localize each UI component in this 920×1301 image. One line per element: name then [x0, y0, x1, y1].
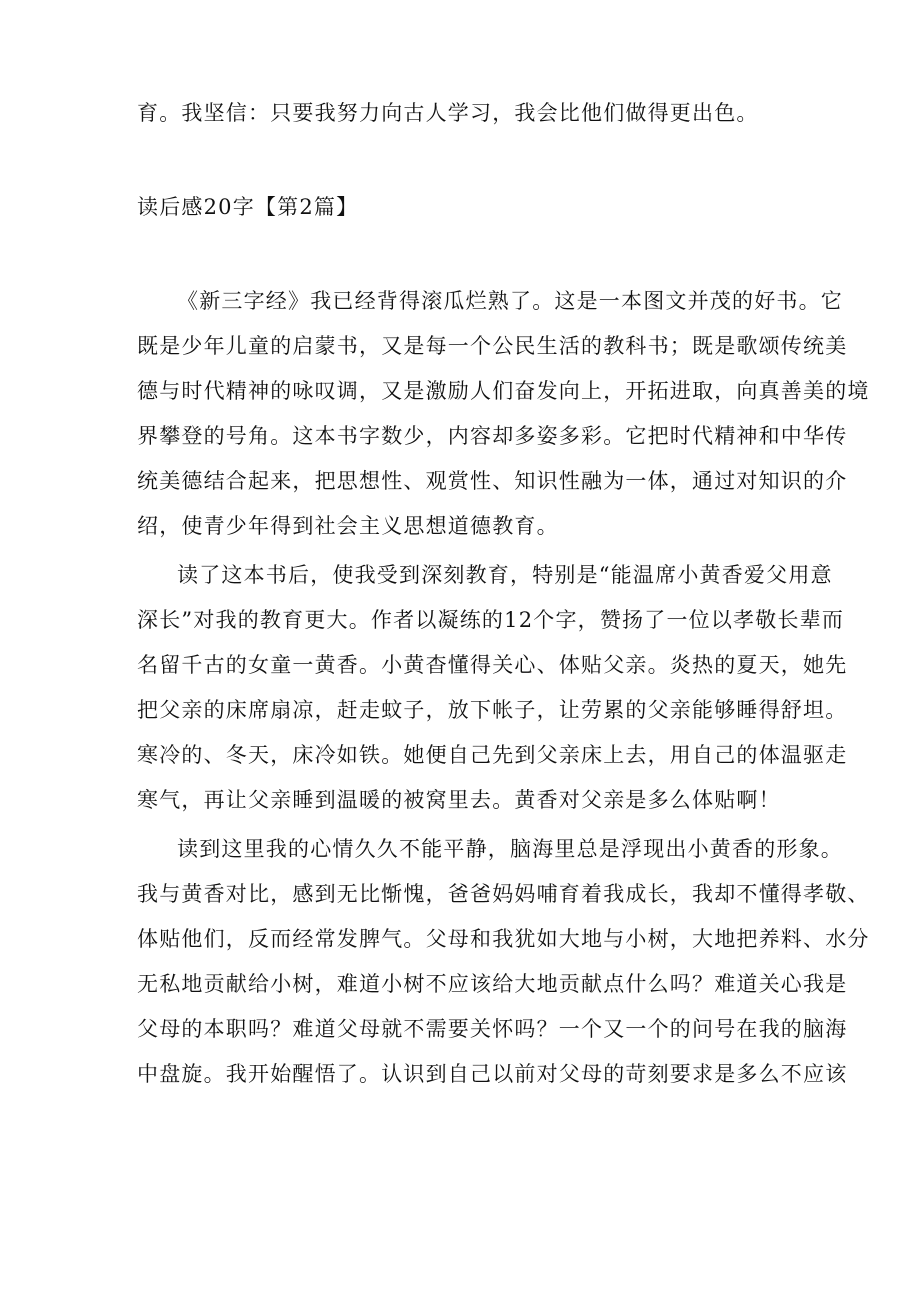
paragraph-line: 我与黄香对比，感到无比惭愧，爸爸妈妈哺育着我成长，我却不懂得孝敬、	[137, 882, 870, 906]
paragraph-line: 读了这本书后，使我受到深刻教育，特别是“能温席小黄香爱父用意	[177, 563, 833, 587]
paragraph-line: 深长”对我的教育更大。作者以凝练的12个字，赞扬了一位以孝敬长辈而	[137, 608, 845, 632]
paragraph-line: 绍，使青少年得到社会主义思想道德教育。	[137, 514, 559, 538]
section-heading: 读后感20字【第2篇】	[137, 195, 359, 219]
paragraph-line: 界攀登的号角。这本书字数少，内容却多姿多彩。它把时代精神和中华传	[137, 424, 848, 448]
paragraph-line: 《新三字经》我已经背得滚瓜烂熟了。这是一本图文并茂的好书。它	[177, 289, 843, 313]
paragraph-line: 把父亲的床席扇凉，赶走蚊子，放下帐子，让劳累的父亲能够睡得舒坦。	[137, 698, 848, 722]
paragraph-line: 德与时代精神的咏叹调，又是激励人们奋发向上，开拓进取，向真善美的境	[137, 379, 870, 403]
paragraph-line: 体贴他们，反而经常发脾气。父母和我犹如大地与小树，大地把养料、水分	[137, 927, 870, 951]
intro-line: 育。我坚信：只要我努力向古人学习，我会比他们做得更出色。	[137, 101, 759, 125]
paragraph-line: 名留千古的女童一黄香。小黄杳懂得关心、体贴父亲。炎热的夏天，她先	[137, 653, 848, 677]
paragraph-line: 读到这里我的心情久久不能平静，脑海里总是浮现出小黄香的形象。	[177, 837, 843, 861]
paragraph-line: 父母的本职吗？难道父母就不需要关怀吗？一个又一个的问号在我的脑海	[137, 1017, 848, 1041]
paragraph-line: 中盘旋。我开始醒悟了。认识到自己以前对父母的苛刻要求是多么不应该	[137, 1062, 848, 1086]
paragraph-line: 寒气，再让父亲睡到温暖的被窝里去。黄香对父亲是多么体贴啊！	[137, 788, 781, 812]
paragraph-line: 无私地贡献给小树，难道小树不应该给大地贡献点什么吗？难道关心我是	[137, 972, 848, 996]
paragraph-line: 既是少年儿童的启蒙书，又是每一个公民生活的教科书；既是歌颂传统美	[137, 334, 848, 358]
paragraph-line: 寒冷的、冬天，床冷如铁。她便自己先到父亲床上去，用自己的体温驱走	[137, 743, 848, 767]
paragraph-line: 统美德结合起来，把思想性、观赏性、知识性融为一体，通过对知识的介	[137, 469, 848, 493]
